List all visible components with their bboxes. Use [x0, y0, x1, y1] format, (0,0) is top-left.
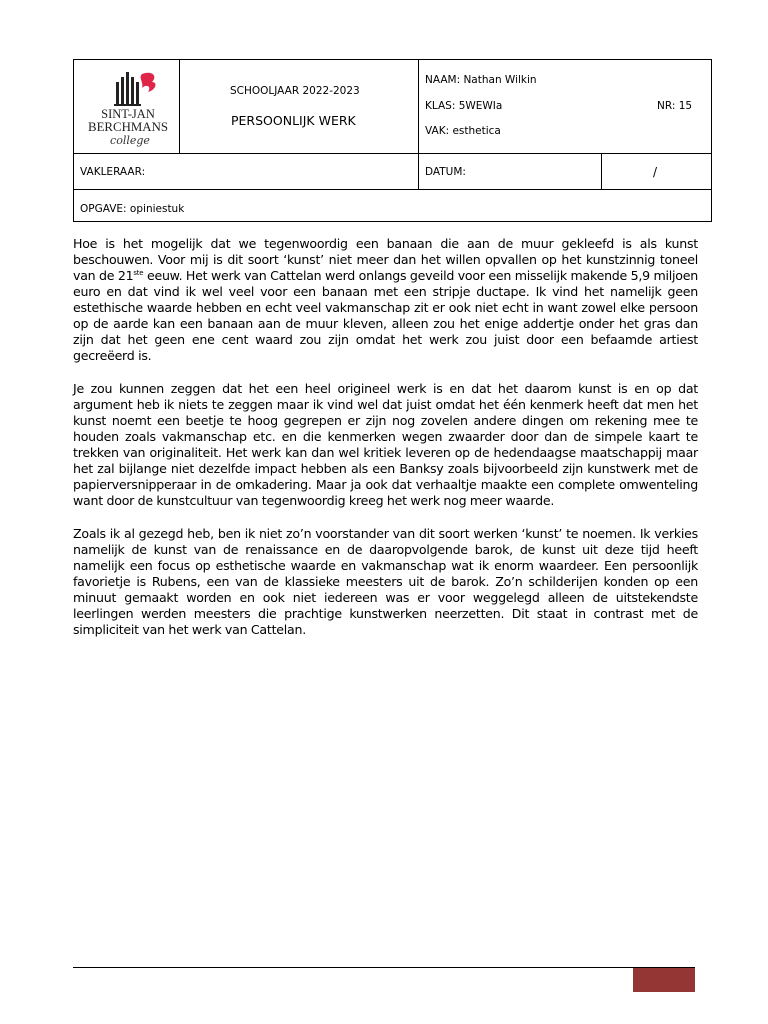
logo-line3: college: [110, 134, 150, 147]
work-title: PERSOONLIJK WERK: [231, 113, 356, 128]
paragraph-1-part-a: Hoe is het mogelijk dat we tegenwoordig een banaan die aan de muur gekleefd is als kunst beschouwen. Voor mij is dit soort ‘kunst’ niet meer dan het willen opvallen op het kunstzinnig toneel van de 21: [73, 236, 698, 283]
subject: VAK: esthetica: [425, 125, 501, 137]
divider: [601, 153, 602, 189]
header-table: [73, 59, 712, 222]
footer-accent-box: [633, 968, 695, 992]
paragraph-1: [73, 236, 698, 364]
paragraph-2: Je zou kunnen zeggen dat het een heel origineel werk is en dat het daarom kunst is en op dat argument heb ik niets te zeggen maar ik vind wel dat juist omdat het één kenmerk heeft dat men het kunst noemt een beetje te hoog gegrepen er zijn nog zovelen andere dingen om rekening mee te houden zoals vakmanschap etc. en die kenmerken wegen zwaarder door dan de simpele kaart te trekken van originaliteit. Het werk kan dan wel kritiek leveren op de hedendaagse maatschappij maar het zal bijlange niet dezelfde impact hebben als een Banksy zoals bijvoorbeeld zijn kunstwerk met de papierversnipperaar in de omkadering. Maar ja ook dat verhaaltje maakte een complete omwenteling want door de kunstcultuur van tegenwoordig kreeg het werk nog meer waarde.: [73, 381, 698, 508]
paragraph-3: Zoals ik al gezegd heb, ben ik niet zo’n voorstander van dit soort werken ‘kunst’ te noemen. Ik verkies namelijk de kunst van de renaissance en de daaropvolgende barok, de kunst uit deze tijd heeft namelijk een focus op esthetische waarde en vakmanschap wat ik enorm waardeer. Een persoonlijk favorietje is Rubens, een van de klassieke meesters uit de barok. Zo’n schilderijen konden op een minuut gemaakt worden en ook niet iedereen was er voor weggelegd alleen de uitstekendste leerlingen werden meesters die prachtige kunstwerken neerzetten. Dit staat in contrast met de simpliciteit van het werk van Cattelan.: [73, 526, 698, 637]
divider: [179, 60, 180, 153]
divider: [418, 60, 419, 189]
essay-body: [73, 236, 698, 655]
teacher-label: VAKLERAAR:: [80, 166, 146, 178]
student-name: NAAM: Nathan Wilkin: [425, 74, 537, 86]
paragraph-1-part-b: eeuw. Het werk van Cattelan werd onlangs geveild voor een misselijk makende 5,9 miljoen euro en dat vind ik wel veel voor een banaan met een stripje ductape. Ik vind het namelijk geen estethische waarde hebben en echt veel vakmanschap zit er ook niet echt in want zowel elke persoon op de aarde kan een banaan aan de muur kleven, alleen zou het enige addertje onder het gras dan zijn dat het geen ene cent waard zou zijn omdat het werk zou juist door een befaamde artiest gecreëerd is.: [73, 268, 698, 363]
divider: [74, 153, 711, 154]
student-class: KLAS: 5WEWIa: [425, 100, 503, 112]
divider: [74, 189, 711, 190]
date-slash: /: [653, 165, 658, 179]
footer-rule: [73, 967, 695, 968]
school-year: SCHOOLJAAR 2022-2023: [230, 85, 360, 97]
date-label: DATUM:: [425, 166, 466, 178]
student-number: NR: 15: [657, 100, 693, 112]
assignment-label: OPGAVE: opiniestuk: [80, 203, 185, 215]
superscript: ste: [133, 268, 144, 277]
school-logo: [86, 68, 170, 148]
logo-line1: SINT-JAN: [101, 107, 155, 121]
logo-line2: BERCHMANS: [88, 120, 169, 134]
